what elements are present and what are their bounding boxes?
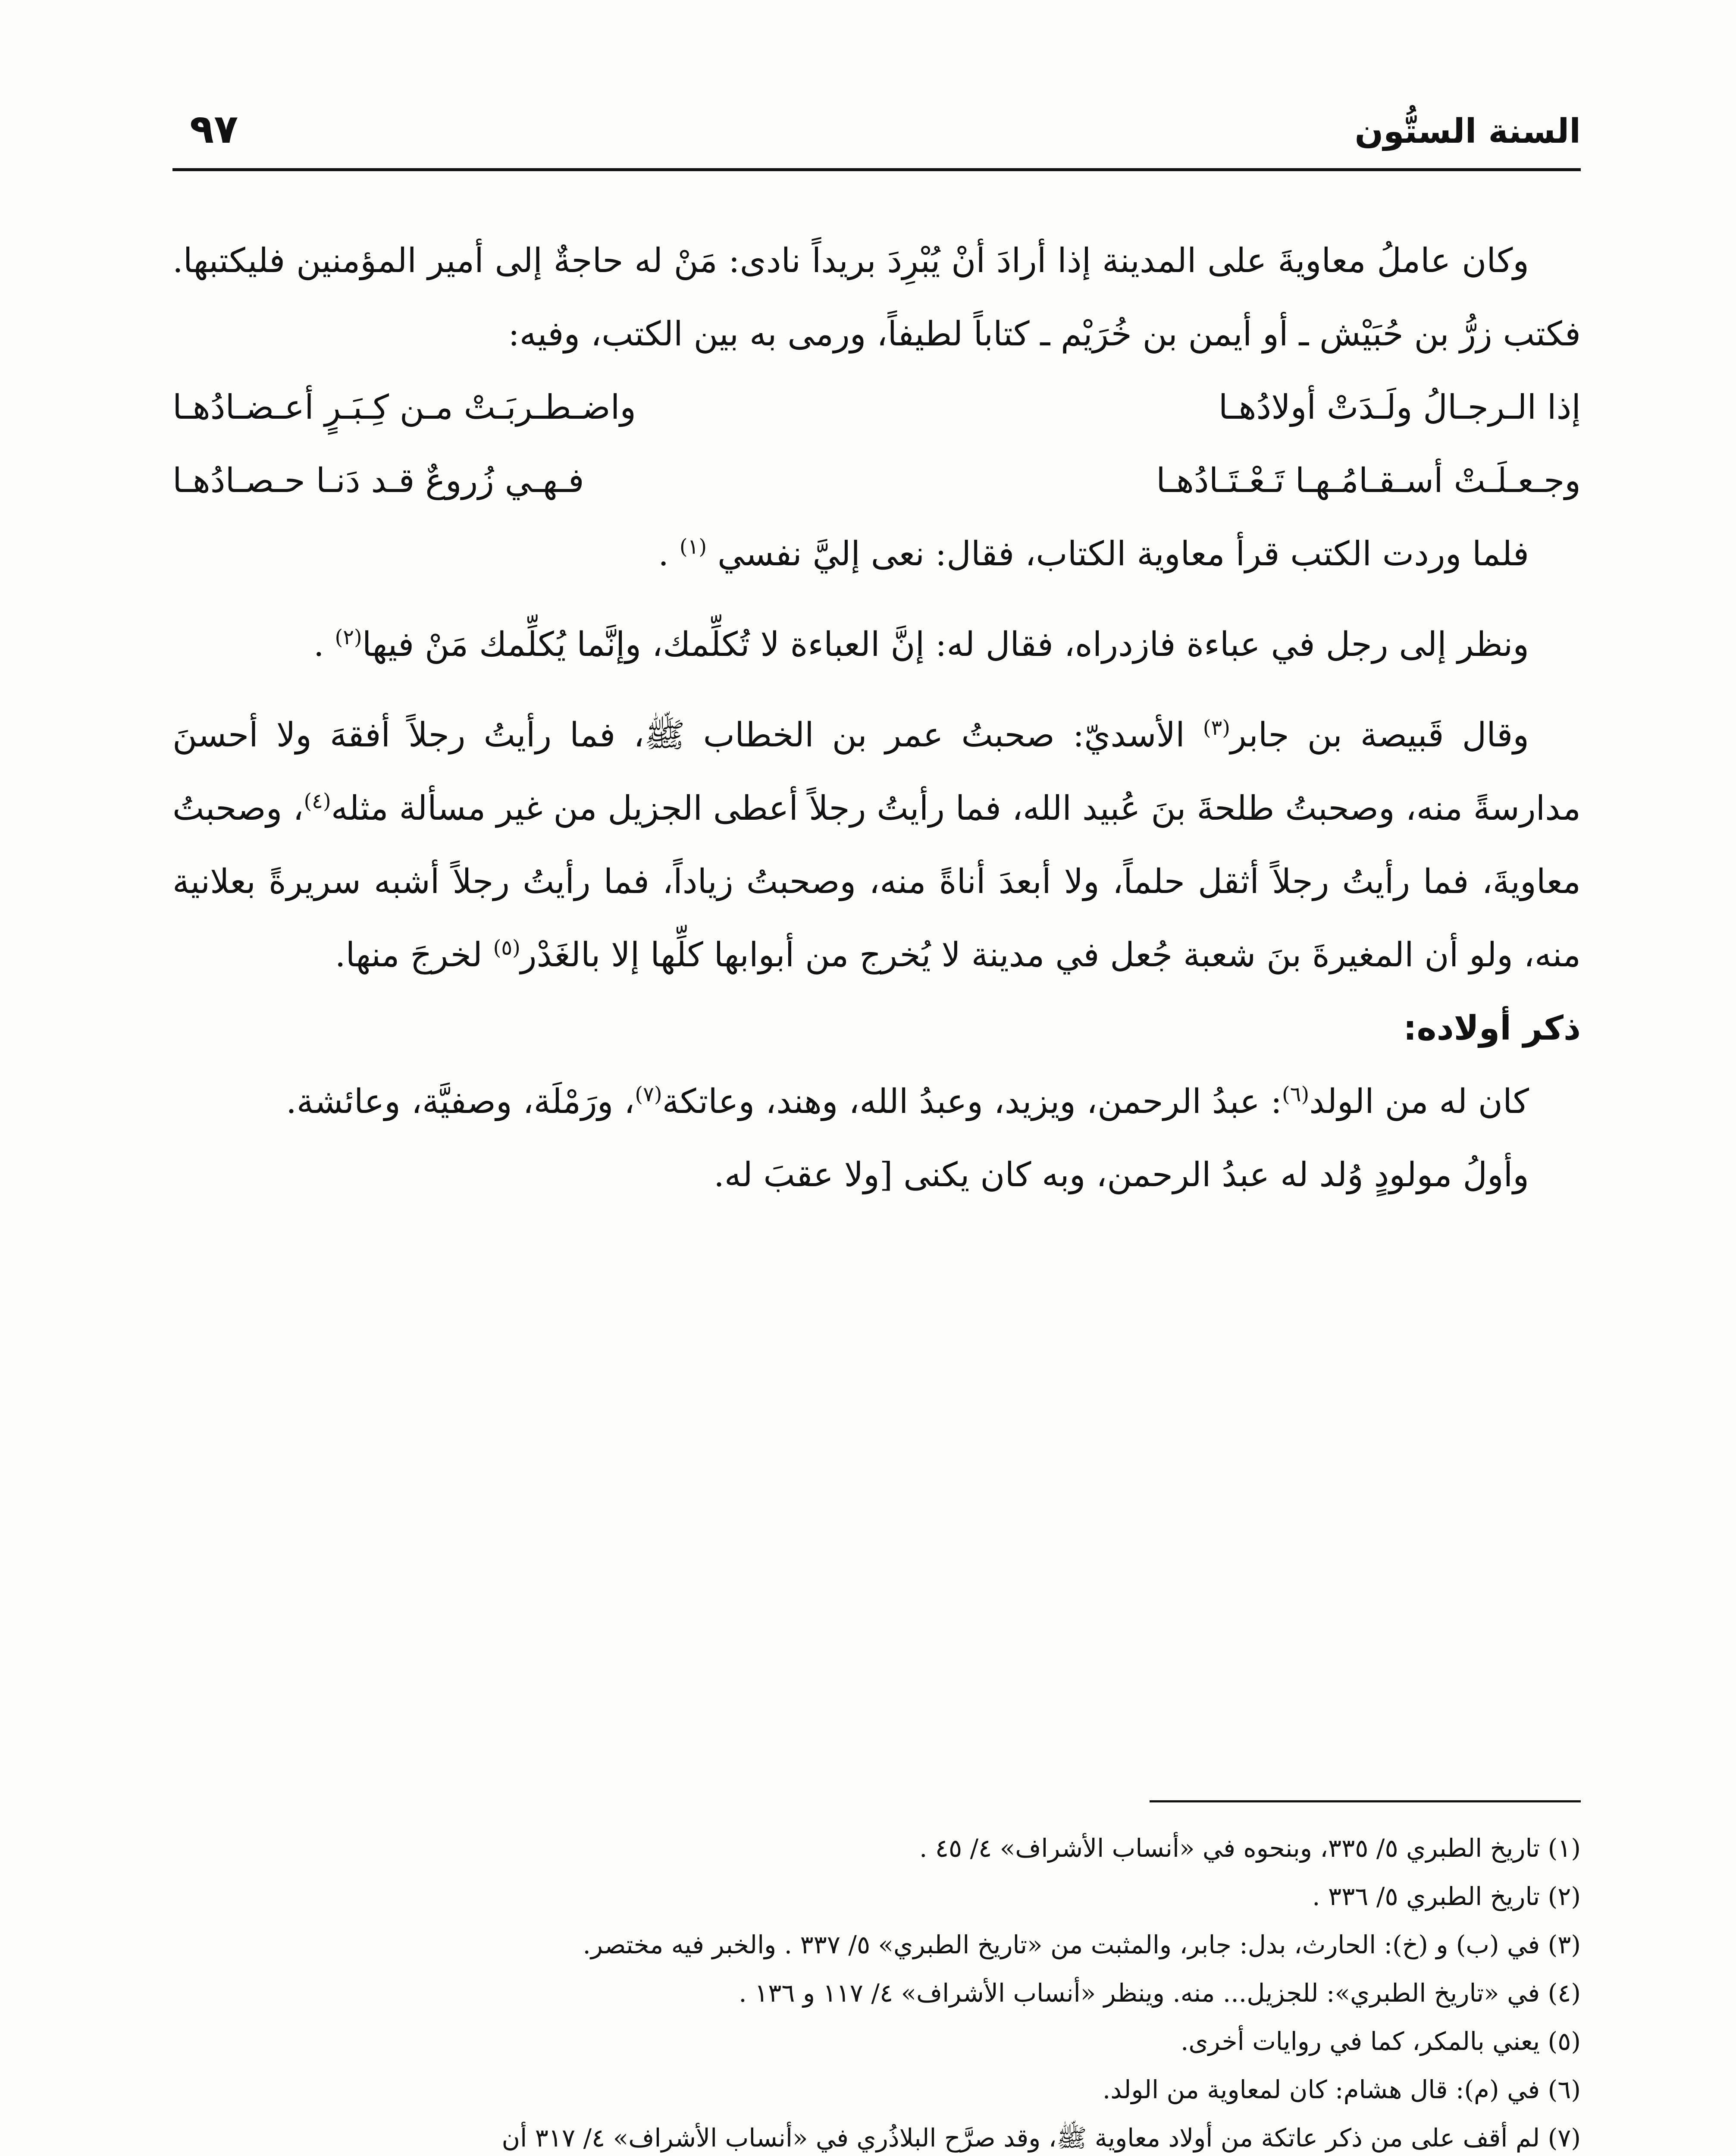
paragraph-qabisa <box>172 699 1581 992</box>
footnote-6: (٦) في (م): قال هشام: كان لمعاوية من الولد. <box>1102 2075 1581 2104</box>
paragraph-gap <box>172 681 1581 699</box>
paragraph-text: ، وصحبتُ معاويةَ، فما رأيتُ رجلاً أثقل حلماً، ولا أبعدَ أناةً منه، وصحبتُ زياداً، فما رأيتُ رجلاً أشبه سريرةً بعلانية منه، ولو أن المغيرةَ بنَ شعبة جُعل في مدينة لا يُخرج من أبوابها كلِّها إلا بالغَدْر <box>172 789 1581 975</box>
paragraph-text: الأسديّ: صحبتُ عمر بن الخطاب ﷺ، فما رأيتُ رجلاً أفقهَ ولا أحسنَ مدارسةً منه، وصحبتُ طلحةَ بنَ عُبيد الله، فما رأيتُ رجلاً أعطى الجزيل من غير مسألة مثله <box>172 716 1581 828</box>
footnote-ref-5: (٥) <box>493 936 520 960</box>
paragraph-cloak <box>172 608 1581 681</box>
paragraph-letters-arrived <box>172 517 1581 591</box>
footnote-2: (٢) تاريخ الطبري ٥/ ٣٣٦ . <box>1312 1882 1581 1911</box>
paragraph-gap <box>172 591 1581 608</box>
footnote-separator <box>1150 1800 1581 1802</box>
footnotes <box>172 1824 1581 2156</box>
header-rule <box>172 168 1581 171</box>
verse-2-first-hemistich: وجـعـلَـتْ أسـقـامُـهـا تَـعْـتَـادُهـا <box>1156 461 1581 500</box>
paragraph-text: : عبدُ الرحمن، ويزيد، وعبدُ الله، وهند، وعاتكة <box>662 1082 1282 1121</box>
paragraph-end: . <box>658 535 669 573</box>
verse-line-2 <box>172 444 1581 517</box>
verse-2-second-hemistich: فـهـي زُروعٌ قـد دَنـا حـصـادُهـا <box>172 461 584 500</box>
footnote-5: (٥) يعني بالمكر، كما في روايات أخرى. <box>1180 2027 1581 2056</box>
footnote-ref-2: (٢) <box>335 625 362 649</box>
paragraph-text: ، ورَمْلَة، وصفيَّة، وعائشة. <box>286 1082 635 1121</box>
paragraph-text: فلما وردت الكتب قرأ معاوية الكتاب، فقال: نعى إليَّ نفسي <box>717 535 1529 573</box>
verse-1-first-hemistich: إذا الـرجـالُ ولَـدَتْ أولادُهـا <box>1218 388 1581 427</box>
paragraph-text: كان له من الولد <box>1309 1082 1529 1121</box>
footnote-ref-3: (٣) <box>1203 716 1231 740</box>
verse-line-1 <box>172 371 1581 444</box>
page-header <box>172 99 1581 177</box>
footnote-7: (٧) لم أقف على من ذكر عاتكة من أولاد معاوية ﷺ، وقد صرَّح البلاذُري في «أنساب الأشراف» ٤/ ٣١٧ أن <box>501 2123 1581 2153</box>
section-heading: ذكر أولاده: <box>1403 1009 1581 1048</box>
paragraph-text: لخرجَ منها. <box>335 936 493 975</box>
page-number: ٩٧ <box>190 106 238 152</box>
footnote-3: (٣) في (ب) و (خ): الحارث، بدل: جابر، والمثبت من «تاريخ الطبري» ٥/ ٣٣٧ . والخبر فيه مختصر. <box>583 1930 1581 1959</box>
footnote-ref-7: (٧) <box>635 1082 662 1106</box>
paragraph-end: . <box>313 625 324 664</box>
footnote-4: (٤) في «تاريخ الطبري»: للجزيل... منه. وينظر «أنساب الأشراف» ٤/ ١١٧ و ١٣٦ . <box>739 1978 1581 2008</box>
body-text <box>172 224 1581 1212</box>
footnote-ref-1: (١) <box>679 535 707 559</box>
running-title: السنة الستُّون <box>1354 112 1581 151</box>
verse-1-second-hemistich: واضـطـربَـتْ مـن كِـبَـرٍ أعـضـادُهـا <box>172 388 636 427</box>
paragraph-text: ونظر إلى رجل في عباءة فازدراه، فقال له: إنَّ العباءة لا تُكلِّمك، وإنَّما يُكلِّمك مَنْ فيها <box>362 625 1529 664</box>
footnote-ref-4: (٤) <box>304 789 331 813</box>
paragraph-first-born: وأولُ مولودٍ وُلد له عبدُ الرحمن، وبه كان يكنى [ولا عقبَ له. <box>714 1156 1529 1194</box>
paragraph-text: وقال قَبيصة بن جابر <box>1230 716 1529 755</box>
paragraph-children <box>172 1065 1581 1138</box>
footnote-1: (١) تاريخ الطبري ٥/ ٣٣٥، وبنحوه في «أنساب الأشراف» ٤/ ٤٥ . <box>919 1833 1581 1863</box>
paragraph-governor: وكان عاملُ معاويةَ على المدينة إذا أرادَ أنْ يُبْرِدَ بريداً نادى: مَنْ له حاجةٌ إلى أمير المؤمنين فليكتبها. فكتب زرُّ بن حُبَيْش ـ أو أيمن بن خُرَيْم ـ كتاباً لطيفاً، ورمى به بين الكتب، وفيه: <box>172 241 1581 354</box>
footnote-ref-6: (٦) <box>1282 1082 1310 1106</box>
